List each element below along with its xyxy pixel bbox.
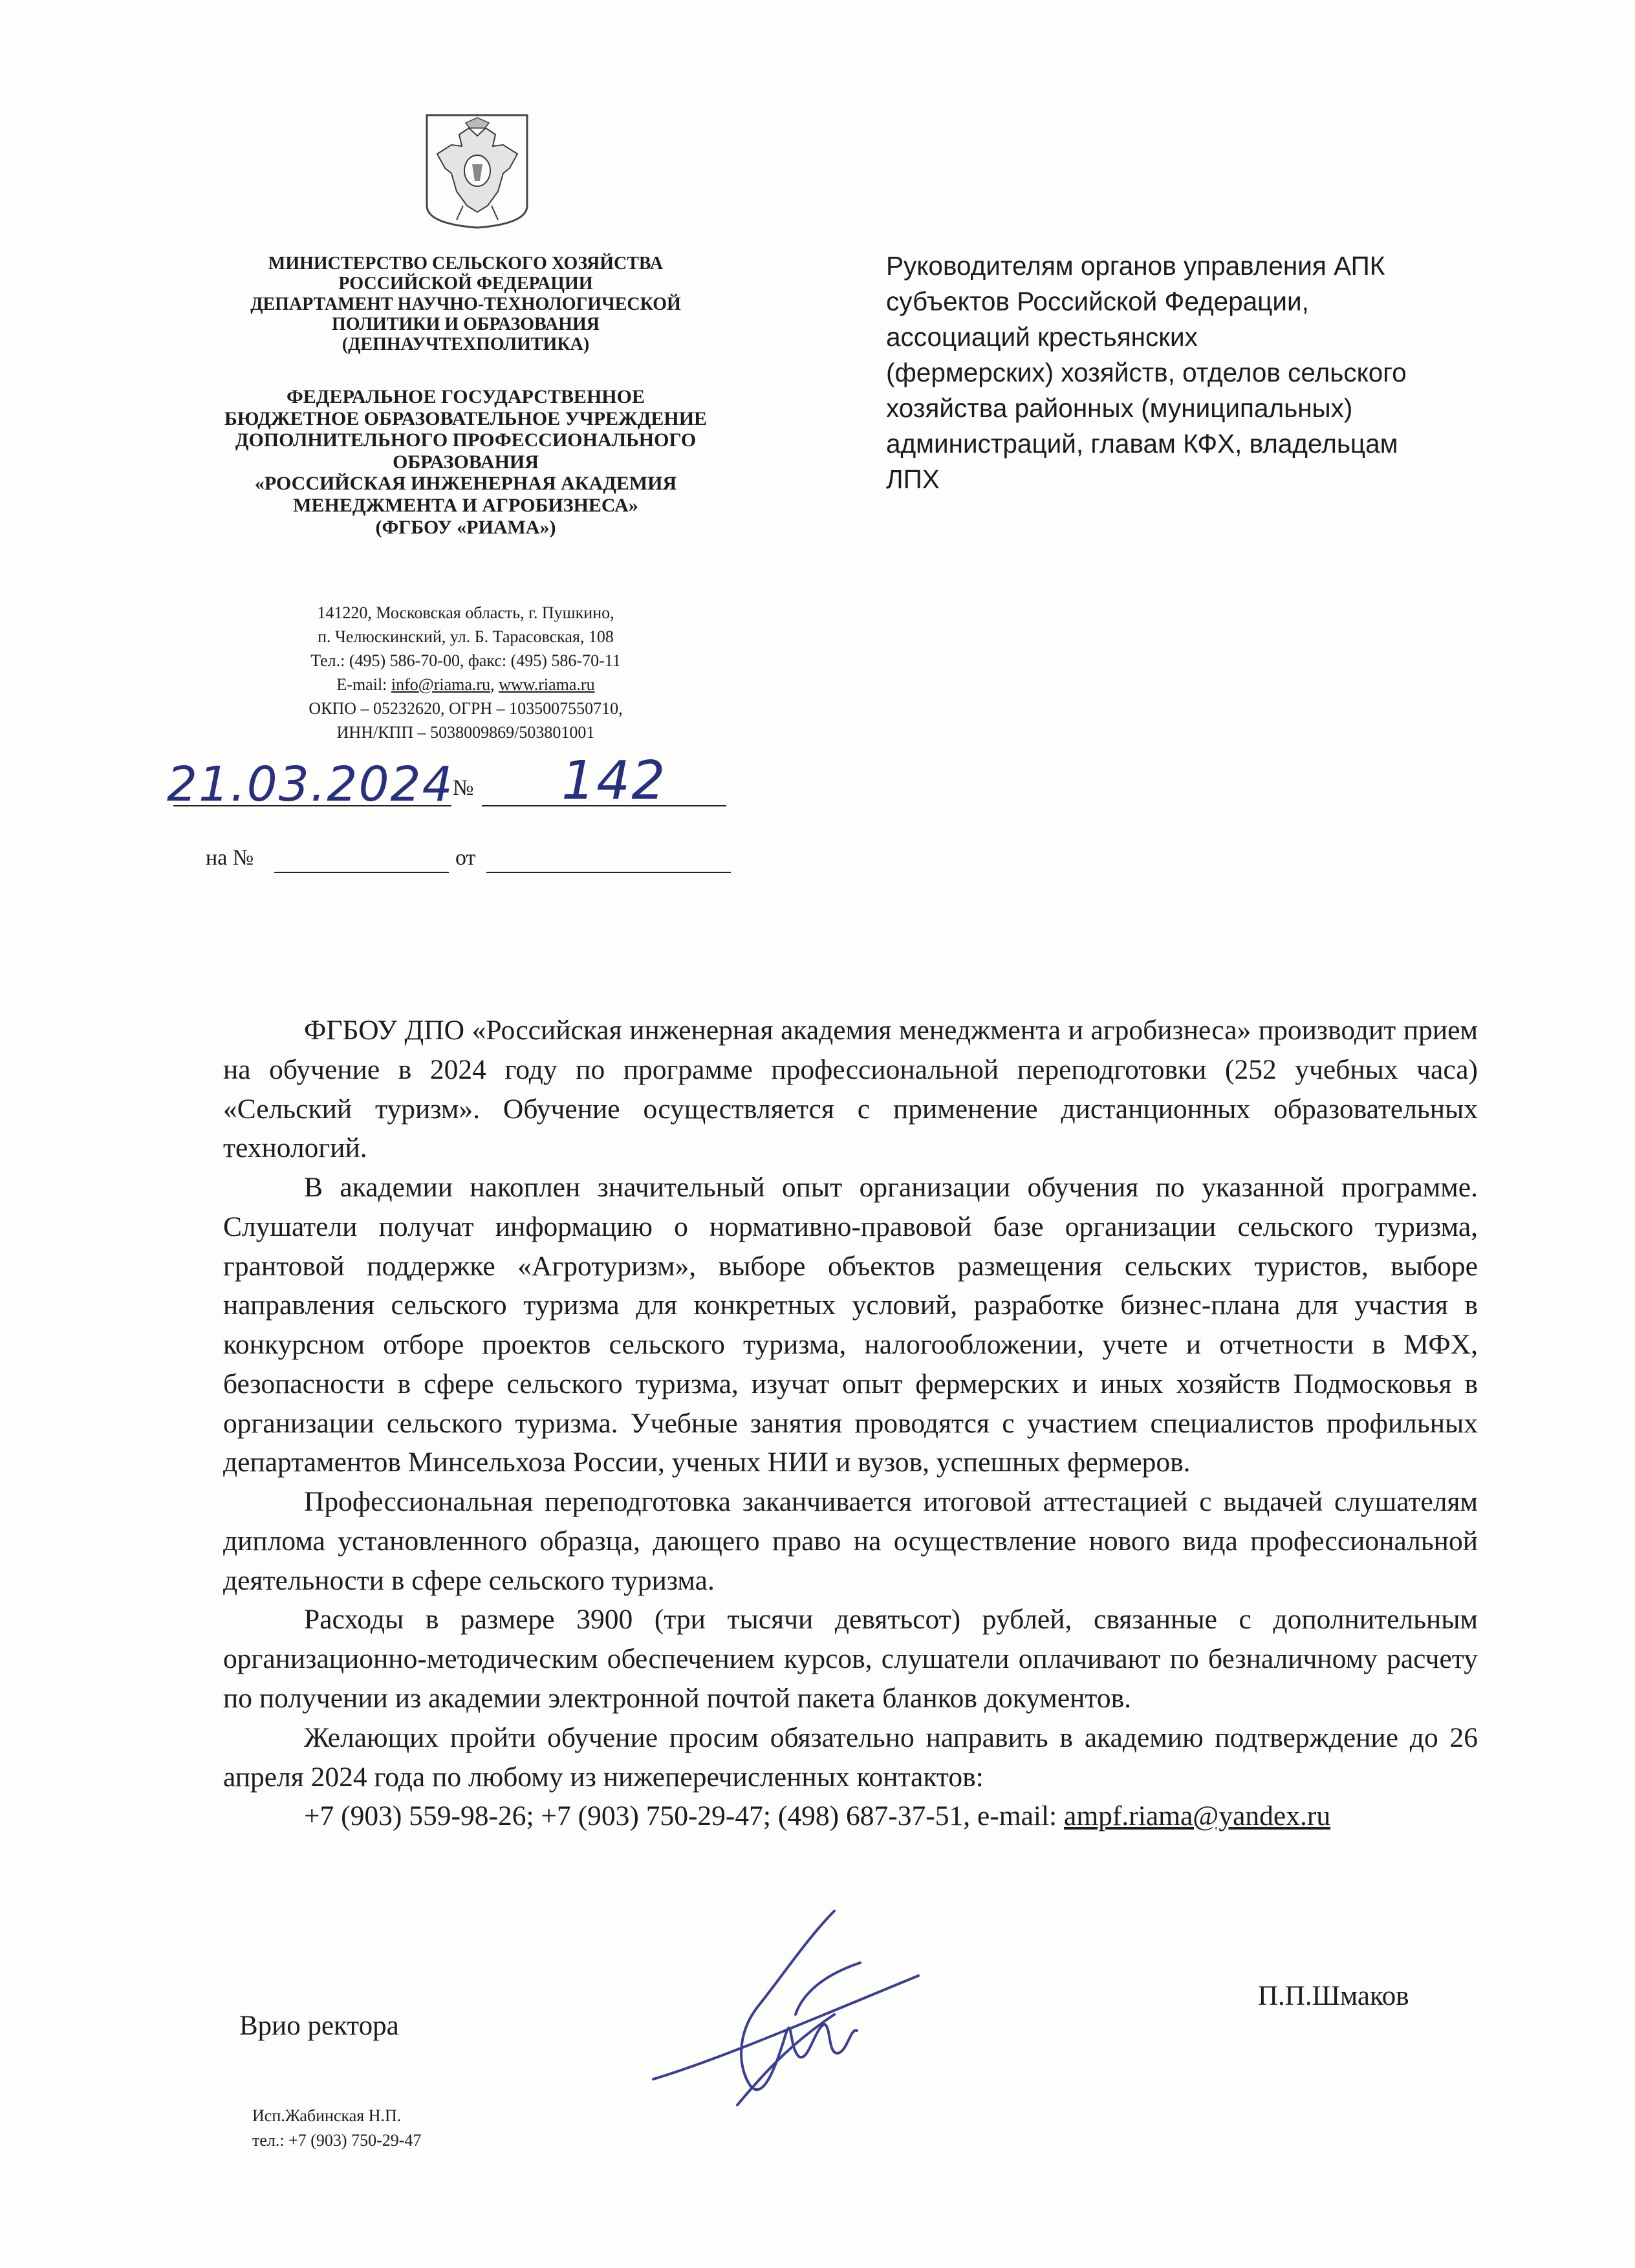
ministry-line: РОССИЙСКОЙ ФЕДЕРАЦИИ xyxy=(338,274,593,294)
letter-body xyxy=(223,1011,1478,1836)
handwritten-signature xyxy=(640,1898,938,2131)
addressee-line: Руководителям органов управления АПК xyxy=(886,251,1385,281)
institution-line: МЕНЕДЖМЕНТА И АГРОБИЗНЕСА» xyxy=(293,494,638,516)
ministry-line: ПОЛИТИКИ И ОБРАЗОВАНИЯ xyxy=(332,314,600,335)
institution-line: ФЕДЕРАЛЬНОЕ ГОСУДАРСТВЕННОЕ xyxy=(287,386,645,407)
institution-line: ОБРАЗОВАНИЯ xyxy=(393,451,539,473)
reply-number-label: на № xyxy=(206,846,254,870)
okpo-line: ОКПО – 05232620, ОГРН – 1035007550710, xyxy=(309,698,623,718)
executor-phone: тел.: +7 (903) 750-29-47 xyxy=(252,2130,422,2150)
handwritten-date: 21.03.2024 xyxy=(167,757,454,812)
email-line: E-mail: info@riama.ru, www.riama.ru xyxy=(336,675,595,694)
contact-email-link[interactable]: ampf.riama@yandex.ru xyxy=(1064,1800,1331,1832)
ministry-header xyxy=(155,254,776,355)
address-line: 141220, Московская область, г. Пушкино, xyxy=(317,603,614,622)
institution-line: «РОССИЙСКАЯ ИНЖЕНЕРНАЯ АКАДЕМИЯ xyxy=(254,473,677,495)
ministry-line: (ДЕПНАУЧТЕХПОЛИТИКА) xyxy=(341,334,590,355)
address-line: п. Челюскинский, ул. Б. Тарасовская, 108 xyxy=(318,627,614,646)
signer-position: Врио ректора xyxy=(239,2011,399,2041)
executor-name: Исп.Жабинская Н.П. xyxy=(252,2106,402,2125)
institution-contacts xyxy=(155,601,776,744)
addressee-block xyxy=(886,248,1507,498)
body-paragraph: Профессиональная переподготовка заканчивается итоговой аттестацией с выдачей слушателям диплома установленного образца, дающего право на осуществление нового вида профессиональной деятельности в сфере сельского туризма. xyxy=(223,1486,1478,1596)
institution-line: (ФГБОУ «РИАМА») xyxy=(375,516,556,538)
addressee-line: субъектов Российской Федерации, xyxy=(886,286,1309,317)
addressee-line: хозяйства районных (муниципальных) xyxy=(886,393,1353,424)
addressee-line: администраций, главам КФХ, владельцам xyxy=(886,429,1398,459)
body-paragraph: Желающих пройти обучение просим обязательно направить в академию подтверждение до 26 апреля 2024 года по любому из нижеперечисленных контактов: xyxy=(223,1722,1478,1793)
reply-date-line xyxy=(486,872,731,873)
reply-number-line xyxy=(274,872,449,873)
phone-line: Тел.: (495) 586-70-00, факс: (495) 586-70-11 xyxy=(310,651,621,670)
addressee-line: ЛПХ xyxy=(886,464,940,495)
body-paragraph: Расходы в размере 3900 (три тысячи девятьсот) рублей, связанные с дополнительным организационно-методическим обеспечением курсов, слушатели оплачивают по безналичному расчету по получении из академии электронной почтой пакета бланков документов. xyxy=(223,1604,1478,1714)
website-link[interactable]: www.riama.ru xyxy=(499,675,595,694)
body-paragraph: В академии накоплен значительный опыт организации обучения по указанной программе. Слушатели получат информацию о нормативно-правовой базе организации сельского туризма, грантовой поддержке «Агротуризм», выборе объектов размещения сельских туристов, выборе направления сельского туризма для конкретных условий, разработке бизнес-плана для участия в конкурсном отборе проектов сельского туризма, налогообложении, учете и отчетности в МФХ, безопасности в сфере сельского туризма, изучат опыт фермерских и иных хозяйств Подмосковья в организации сельского туризма. Учебные занятия проводятся с участием специалистов профильных департаментов Минсельхоза России, ученых НИИ и вузов, успешных фермеров. xyxy=(223,1172,1478,1478)
body-paragraph: ФГБОУ ДПО «Российская инженерная академия менеджмента и агробизнеса» производит прием на обучение в 2024 году по программе профессиональной переподготовки (252 учебных часа) «Сельский туризм». Обучение осуществляется с применение дистанционных образовательных технологий. xyxy=(223,1015,1478,1164)
ministry-line: МИНИСТЕРСТВО СЕЛЬСКОГО ХОЗЯЙСТВА xyxy=(268,254,664,274)
addressee-line: (фермерских) хозяйств, отделов сельского xyxy=(886,358,1407,388)
executor-block xyxy=(252,2104,421,2152)
russian-coat-of-arms-icon xyxy=(420,109,534,230)
email-link[interactable]: info@riama.ru xyxy=(391,675,491,694)
inn-line: ИНН/КПП – 5038009869/503801001 xyxy=(336,722,595,742)
signer-name: П.П.Шмаков xyxy=(1258,1981,1409,2011)
handwritten-number: 142 xyxy=(561,750,667,812)
institution-line: ДОПОЛНИТЕЛЬНОГО ПРОФЕССИОНАЛЬНОГО xyxy=(235,429,697,451)
reply-date-label: от xyxy=(455,846,476,870)
institution-header xyxy=(155,386,776,538)
institution-line: БЮДЖЕТНОЕ ОБРАЗОВАТЕЛЬНОЕ УЧРЕЖДЕНИЕ xyxy=(224,407,708,429)
contacts-line: +7 (903) 559-98-26; +7 (903) 750-29-47; (498) 687-37-51, e-mail: ampf.riama@yandex.ru xyxy=(304,1800,1331,1832)
addressee-line: ассоциаций крестьянских xyxy=(886,322,1198,352)
number-label: № xyxy=(453,776,474,800)
ministry-line: ДЕПАРТАМЕНТ НАУЧНО-ТЕХНОЛОГИЧЕСКОЙ xyxy=(250,294,681,314)
